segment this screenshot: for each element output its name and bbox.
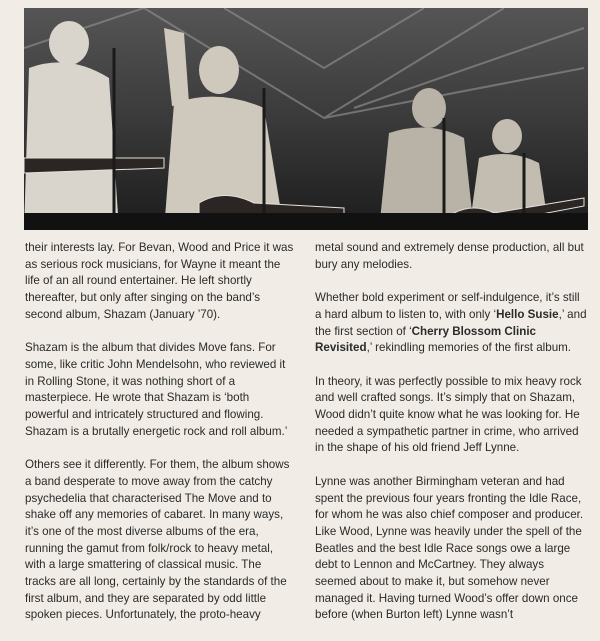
text-span: Whether bold experiment or self-indulgence, it’s still a hard album to listen to, with only ‘ xyxy=(315,291,580,321)
text-span: ,’ and the first section of ‘ xyxy=(315,307,587,338)
paragraph: metal sound and extremely dense production, all but bury any melodies. xyxy=(315,241,584,271)
band-photo xyxy=(24,8,588,230)
paragraph xyxy=(315,290,587,357)
song-title: Cherry Blossom Clinic Revisited xyxy=(315,324,537,355)
paragraph: In theory, it was perfectly possible to mix heavy rock and well crafted songs. It’s simply that on Shazam, Wood didn’t quite know what he was looking for. He needed a sympathetic partner in crime, who arrived in the shape of his old friend Jeff Lynne. xyxy=(315,374,582,455)
left-text-column xyxy=(25,240,295,641)
song-title: Hello Susie xyxy=(496,307,559,321)
band-performance-photo xyxy=(24,8,588,230)
right-text-column xyxy=(315,240,587,641)
paragraph: Shazam is the album that divides Move fans. For some, like critic John Mendelsohn, who reviewed it in Rolling Stone, it was nothing short of a masterpiece. He wrote that Shazam is ‘both powerful and intricately structured and flowing. Shazam is a brutally energetic rock and roll album.’ xyxy=(25,341,288,438)
paragraph: Others see it differently. For them, the album shows a band desperate to move away from the catchy psychedelia that characterised The Move and to shake off any memories of cabaret. In many ways, it’s one of the most diverse albums of the era, running the gamut from folk/rock to heavy metal, with a large smattering of classical music. The tracks are all long, certainly by the standards of the first album, and they are separated by odd little spoken pieces. Unfortunately, the proto-heavy xyxy=(25,458,290,622)
text-span: ,’ rekindling memories of the first album. xyxy=(366,341,572,355)
paragraph: their interests lay. For Bevan, Wood and Price it was as serious rock musicians, for Wayne it meant the life of an all round entertainer. He left shortly thereafter, but only after singing on the band’s second album, Shazam (January ’70). xyxy=(25,241,294,321)
paragraph: Lynne was another Birmingham veteran and had spent the previous four years fronting the Idle Race, for whom he was also chief composer and producer. Like Wood, Lynne was heavily under the spell of the Beatles and the best Idle Race songs owe a large debt to Lennon and McCartney. They always seemed about to make it, but somehow never managed it. Having turned Wood’s offer down once before (when Burton left) Lynne wasn’t xyxy=(315,474,584,622)
